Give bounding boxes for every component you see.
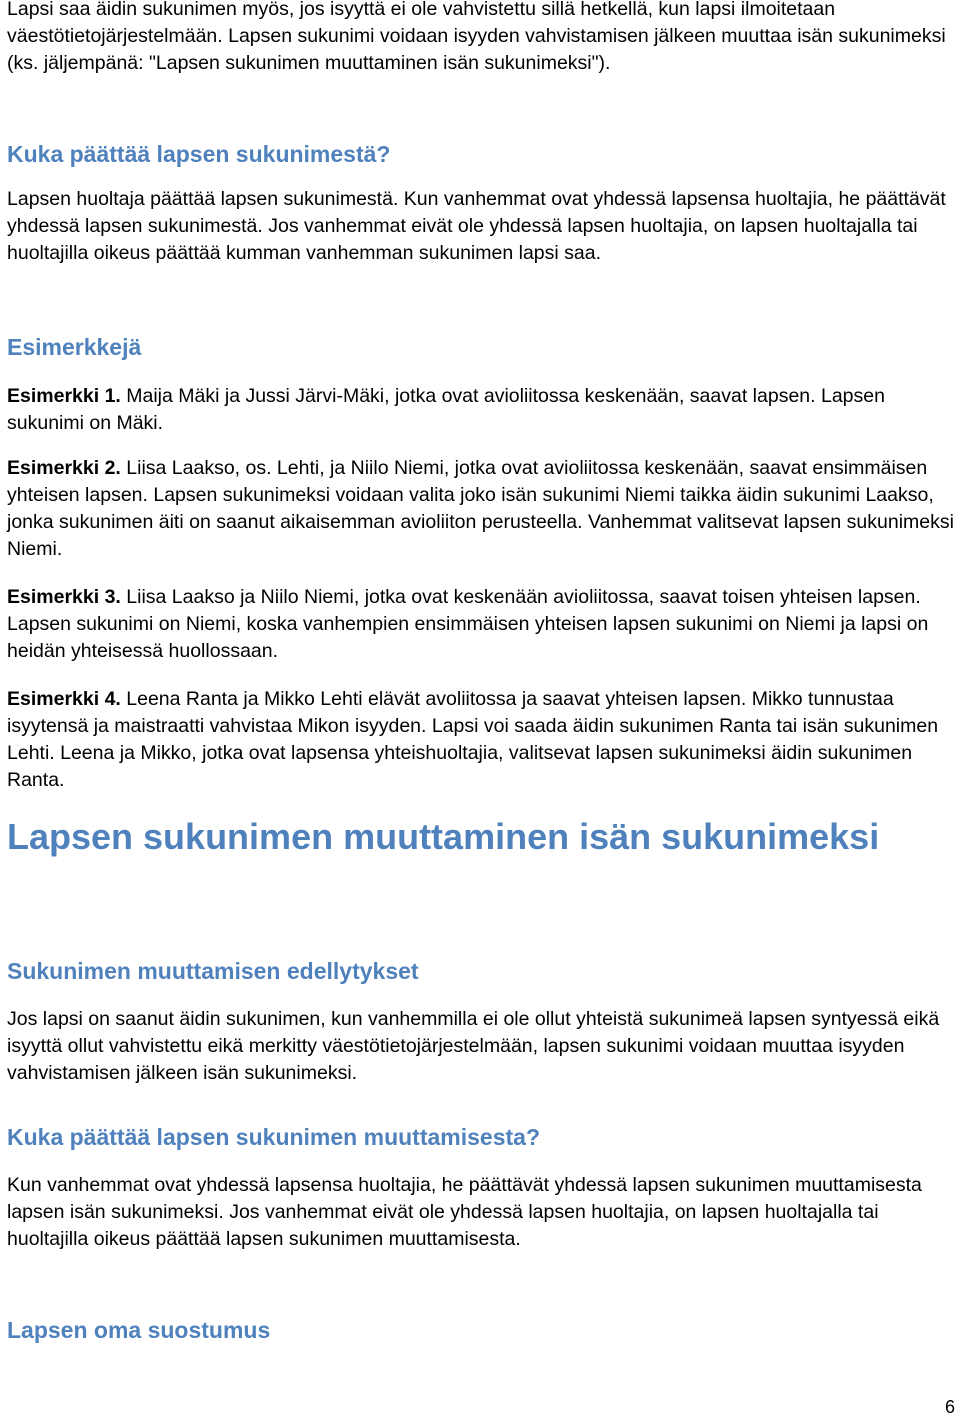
who-decides-change-heading: Kuka päättää lapsen sukunimen muuttamisesta? xyxy=(7,1124,540,1150)
example-3-text: Liisa Laakso ja Niilo Niemi, jotka ovat keskenään avioliitossa, saavat toisen yhteisen lapsen. Lapsen sukunimi on Niemi, koska vanhempien ensimmäisen yhteisen lapsen sukunimi on Niemi ja lapsi on heidän yhteisessä huollossaan. xyxy=(7,586,929,662)
who-decides-heading: Kuka päättää lapsen sukunimestä? xyxy=(7,141,391,167)
example-1-label: Esimerkki 1. xyxy=(7,385,121,407)
example-1-text: Maija Mäki ja Jussi Järvi-Mäki, jotka ovat avioliitossa keskenään, saavat lapsen. Lapsen sukunimi on Mäki. xyxy=(7,385,885,434)
intro-paragraph: Lapsi saa äidin sukunimen myös, jos isyyttä ei ole vahvistettu sillä hetkellä, kun lapsi ilmoitetaan väestötietojärjestelmään. Lapsen sukunimi voidaan isyyden vahvistamisen jälkeen muuttaa isän sukunimeksi (ks. jäljempänä: "Lapsen sukunimen muuttaminen isän sukunimeksi"). xyxy=(7,0,946,74)
conditions-paragraph: Jos lapsi on saanut äidin sukunimen, kun vanhemmilla ei ole ollut yhteistä sukunimeä lapsen syntyessä eikä isyyttä ollut vahvistettu eikä merkitty väestötietojärjestelmään, lapsen sukunimi voidaan muuttaa isyyden vahvistamisen jälkeen isän sukunimeksi. xyxy=(7,1008,940,1084)
examples-heading: Esimerkkejä xyxy=(7,334,142,360)
own-consent-heading: Lapsen oma suostumus xyxy=(7,1317,271,1343)
change-section-title: Lapsen sukunimen muuttaminen isän sukunimeksi xyxy=(7,816,880,857)
example-2 xyxy=(7,455,955,563)
who-decides-paragraph: Lapsen huoltaja päättää lapsen sukunimestä. Kun vanhemmat ovat yhdessä lapsensa huoltajia, he päättävät yhdessä lapsen sukunimestä. Jos vanhemmat eivät ole yhdessä lapsen huoltajia, on lapsen huoltajalla tai huoltajilla oikeus päättää kumman vanhemman sukunimen lapsi saa. xyxy=(7,188,946,264)
example-4 xyxy=(7,686,955,794)
example-2-label: Esimerkki 2. xyxy=(7,457,121,479)
example-3 xyxy=(7,584,955,665)
page-number: 6 xyxy=(944,1397,955,1417)
example-2-text: Liisa Laakso, os. Lehti, ja Niilo Niemi, jotka ovat avioliitossa keskenään, saavat ensimmäisen yhteisen lapsen. Lapsen sukunimeksi voidaan valita joko isän sukunimi Niemi taikka äidin sukunimi Laakso, jonka sukunimen äiti on saanut aikaisemman avioliiton perusteella. Vanhemmat valitsevat lapsen sukunimeksi Niemi. xyxy=(7,457,954,560)
example-3-label: Esimerkki 3. xyxy=(7,586,121,608)
example-4-label: Esimerkki 4. xyxy=(7,688,121,710)
who-decides-change-paragraph: Kun vanhemmat ovat yhdessä lapsensa huoltajia, he päättävät yhdessä lapsen sukunimen muuttamisesta lapsen isän sukunimeksi. Jos vanhemmat eivät ole yhdessä lapsen huoltajia, on lapsen huoltajalla tai huoltajilla oikeus päättää lapsen sukunimen muuttamisesta. xyxy=(7,1174,922,1250)
example-1 xyxy=(7,383,955,437)
conditions-heading: Sukunimen muuttamisen edellytykset xyxy=(7,958,419,984)
example-4-text: Leena Ranta ja Mikko Lehti elävät avoliitossa ja saavat yhteisen lapsen. Mikko tunnustaa isyytensä ja maistraatti vahvistaa Mikon isyyden. Lapsi voi saada äidin sukunimen Ranta tai isän sukunimen Lehti. Leena ja Mikko, jotka ovat lapsensa yhteishuoltajia, valitsevat lapsen sukunimeksi äidin sukunimen Ranta. xyxy=(7,688,939,791)
